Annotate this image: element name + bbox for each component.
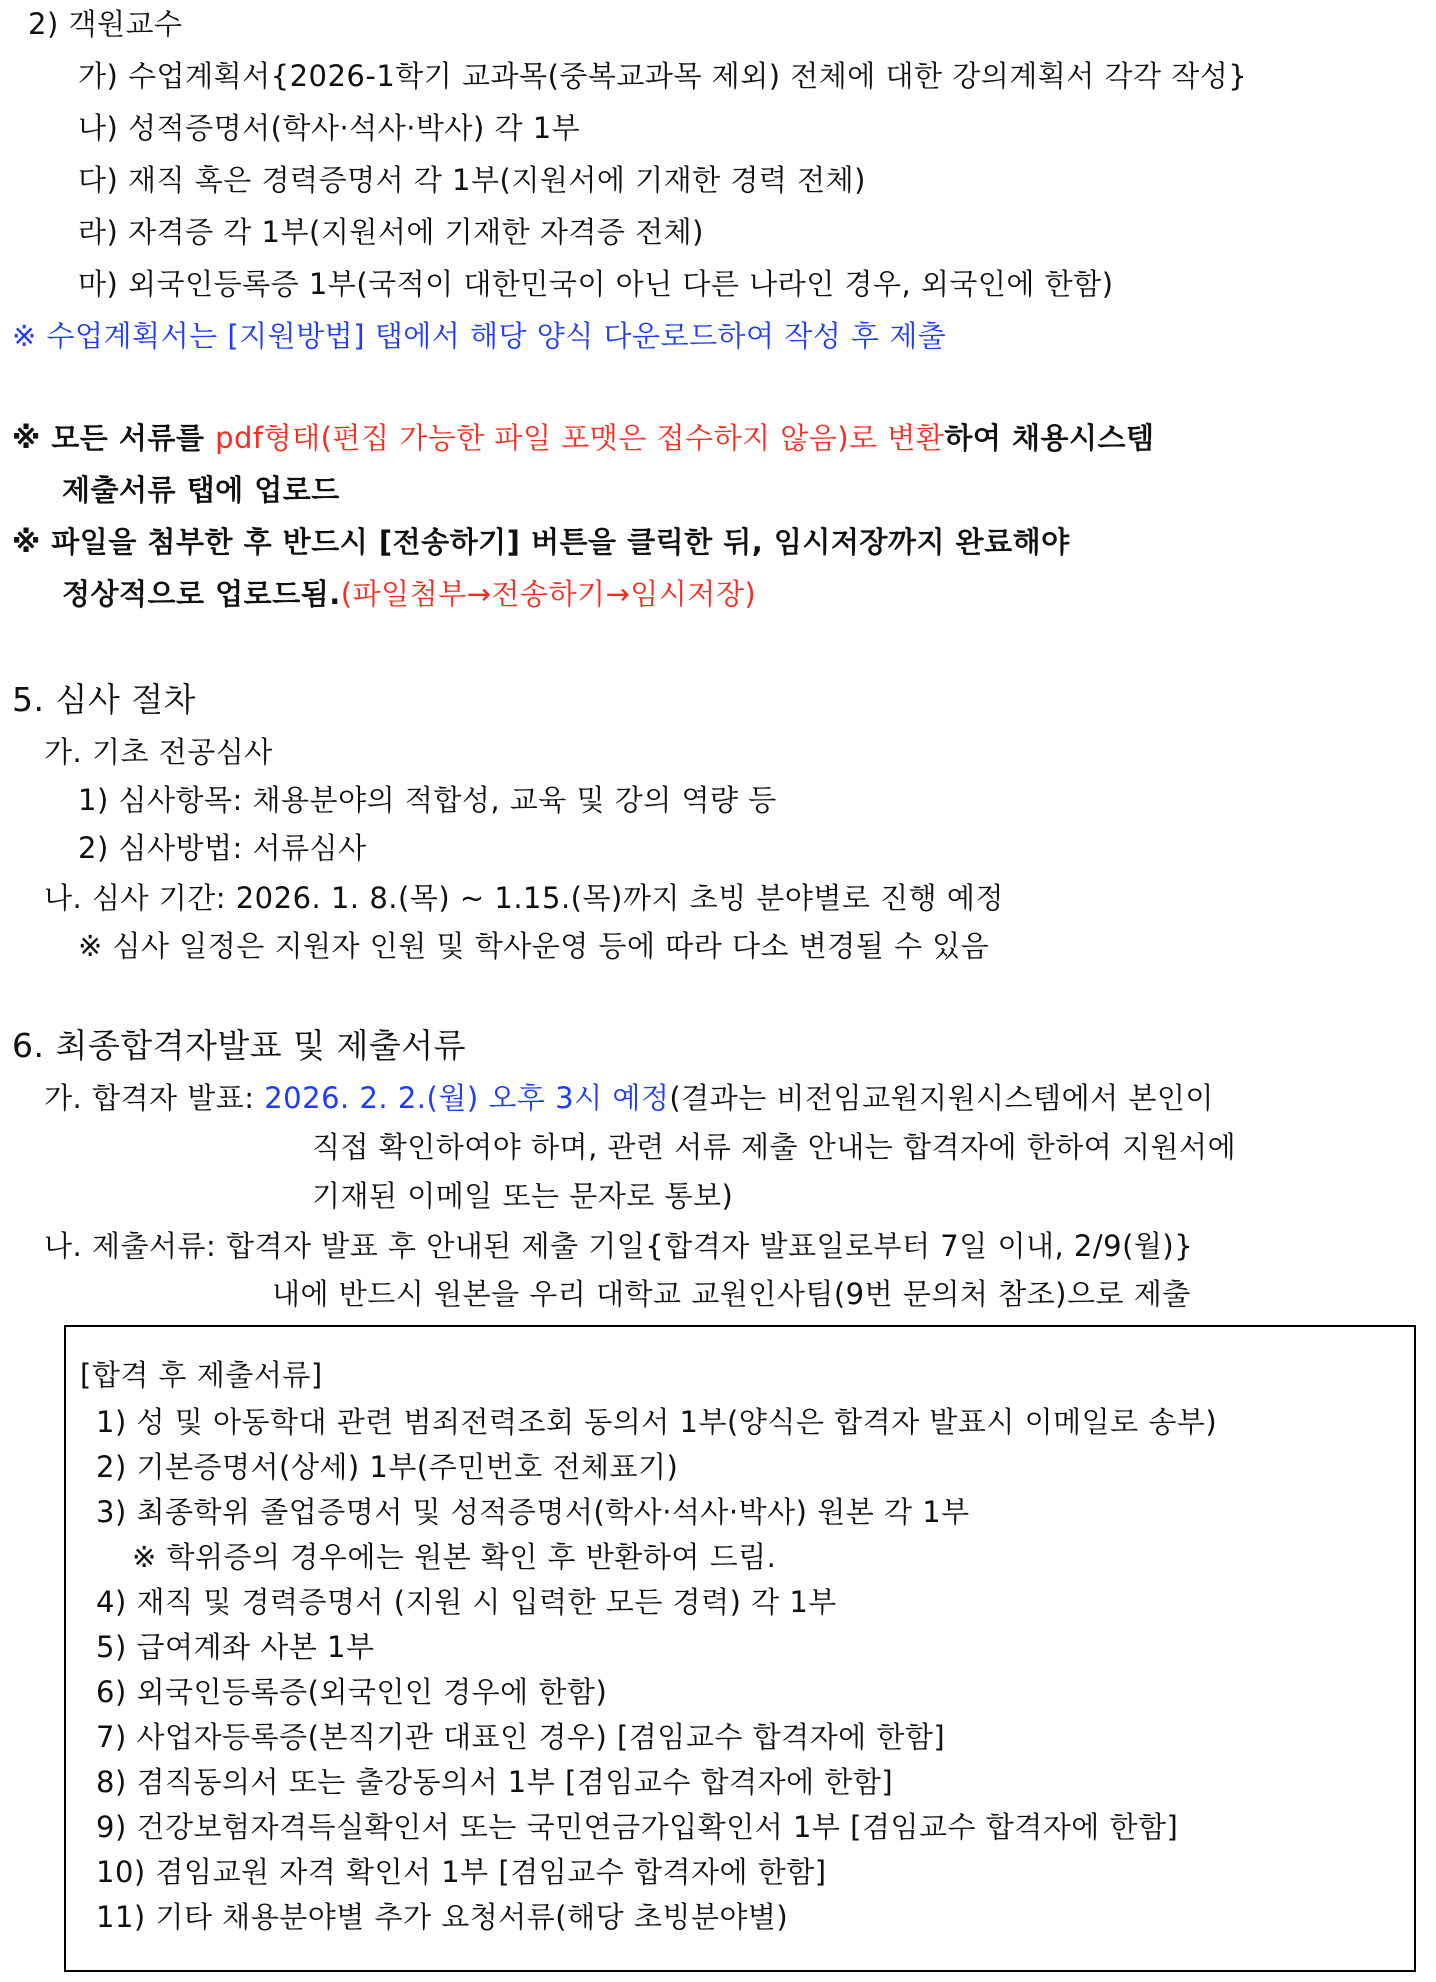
item-2c: 다) 재직 혹은 경력증명서 각 1부(지원서에 기재한 경력 전체) bbox=[78, 163, 866, 197]
sec5-a1: 1) 심사항목: 채용분야의 적합성, 교육 및 강의 역량 등 bbox=[78, 783, 777, 817]
item-2d: 라) 자격증 각 1부(지원서에 기재한 자격증 전체) bbox=[78, 215, 704, 249]
box-item: 10) 겸임교원 자격 확인서 1부 [겸임교수 합격자에 한함] bbox=[96, 1855, 827, 1889]
note-lesson-plan: ※ 수업계획서는 [지원방법] 탭에서 해당 양식 다운로드하여 작성 후 제출 bbox=[12, 319, 947, 353]
item-2-title: 2) 객원교수 bbox=[28, 7, 183, 41]
item-2e: 마) 외국인등록증 1부(국적이 대한민국이 아닌 다른 나라인 경우, 외국인에 한함) bbox=[78, 267, 1114, 301]
sec6-a-line2: 직접 확인하여야 하며, 관련 서류 제출 안내는 합격자에 한하여 지원서에 bbox=[312, 1130, 1237, 1164]
box-item: 9) 건강보험자격득실확인서 또는 국민연금가입확인서 1부 [겸임교수 합격자에 한함] bbox=[96, 1810, 1179, 1844]
sec6-a-line3: 기재된 이메일 또는 문자로 통보) bbox=[312, 1179, 734, 1213]
sec6-a-rest1: (결과는 비전임교원지원시스템에서 본인이 bbox=[669, 1081, 1214, 1115]
box-item: 8) 겸직동의서 또는 출강동의서 1부 [겸임교수 합격자에 한함] bbox=[96, 1765, 894, 1799]
sec6-b-line2: 내에 반드시 원본을 우리 대학교 교원인사팀(9번 문의처 참조)으로 제출 bbox=[272, 1277, 1191, 1311]
note-pdf-text-b: 하여 채용시스템 bbox=[944, 421, 1155, 455]
note-pdf-line2: 제출서류 탭에 업로드 bbox=[62, 473, 340, 507]
sec5-b-note: ※ 심사 일정은 지원자 인원 및 학사운영 등에 따라 다소 변경될 수 있음 bbox=[78, 929, 990, 963]
sec5-a2: 2) 심사방법: 서류심사 bbox=[78, 831, 367, 865]
box-item: 5) 급여계좌 사본 1부 bbox=[96, 1630, 375, 1664]
section-6-heading: 6. 최종합격자발표 및 제출서류 bbox=[12, 1026, 466, 1065]
section-5-heading: 5. 심사 절차 bbox=[12, 680, 196, 719]
announcement-date: 2026. 2. 2.(월) 오후 3시 예정 bbox=[264, 1081, 670, 1115]
note-upload-line1: ※ 파일을 첨부한 후 반드시 [전송하기] 버튼을 클릭한 뒤, 임시저장까지 완료해야 bbox=[12, 525, 1070, 559]
item-2a: 가) 수업계획서{2026-1학기 교과목(중복교과목 제외) 전체에 대한 강의계획서 각각 작성} bbox=[78, 59, 1248, 93]
note-pdf-red: pdf형태(편집 가능한 파일 포맷은 접수하지 않음)로 변환 bbox=[215, 421, 945, 455]
box-item: 1) 성 및 아동학대 관련 범죄전력조회 동의서 1부(양식은 합격자 발표시 이메일로 송부) bbox=[96, 1405, 1218, 1439]
box-item: 6) 외국인등록증(외국인인 경우에 한함) bbox=[96, 1675, 608, 1709]
box-item-note: ※ 학위증의 경우에는 원본 확인 후 반환하여 드림. bbox=[132, 1540, 777, 1574]
box-item: 7) 사업자등록증(본직기관 대표인 경우) [겸임교수 합격자에 한함] bbox=[96, 1720, 946, 1754]
note-upload-text: 정상적으로 업로드됨. bbox=[62, 577, 341, 611]
sec6-a-label: 가. 합격자 발표: bbox=[44, 1081, 265, 1115]
box-item: 3) 최종학위 졸업증명서 및 성적증명서(학사·석사·박사) 원본 각 1부 bbox=[96, 1495, 970, 1529]
sec5-b: 나. 심사 기간: 2026. 1. 8.(목) ~ 1.15.(목)까지 초빙 분야별로 진행 예정 bbox=[44, 881, 1004, 915]
box-item: 2) 기본증명서(상세) 1부(주민번호 전체표기) bbox=[96, 1450, 679, 1484]
note-upload-line2 bbox=[62, 574, 756, 614]
item-2b: 나) 성적증명서(학사·석사·박사) 각 1부 bbox=[78, 111, 581, 145]
sec6-a-line1 bbox=[44, 1078, 1214, 1118]
box-item: 11) 기타 채용분야별 추가 요청서류(해당 초빙분야별) bbox=[96, 1900, 789, 1934]
note-upload-steps: (파일첨부→전송하기→임시저장) bbox=[340, 577, 757, 611]
box-item: 4) 재직 및 경력증명서 (지원 시 입력한 모든 경력) 각 1부 bbox=[96, 1585, 837, 1619]
note-pdf-text-a: ※ 모든 서류를 bbox=[12, 421, 216, 455]
note-pdf-line1 bbox=[12, 418, 1155, 458]
box-title: [합격 후 제출서류] bbox=[80, 1358, 323, 1392]
sec6-b-line1: 나. 제출서류: 합격자 발표 후 안내된 제출 기일{합격자 발표일로부터 7일 이내, 2/9(월)} bbox=[44, 1229, 1194, 1263]
sec5-a: 가. 기초 전공심사 bbox=[44, 735, 273, 769]
